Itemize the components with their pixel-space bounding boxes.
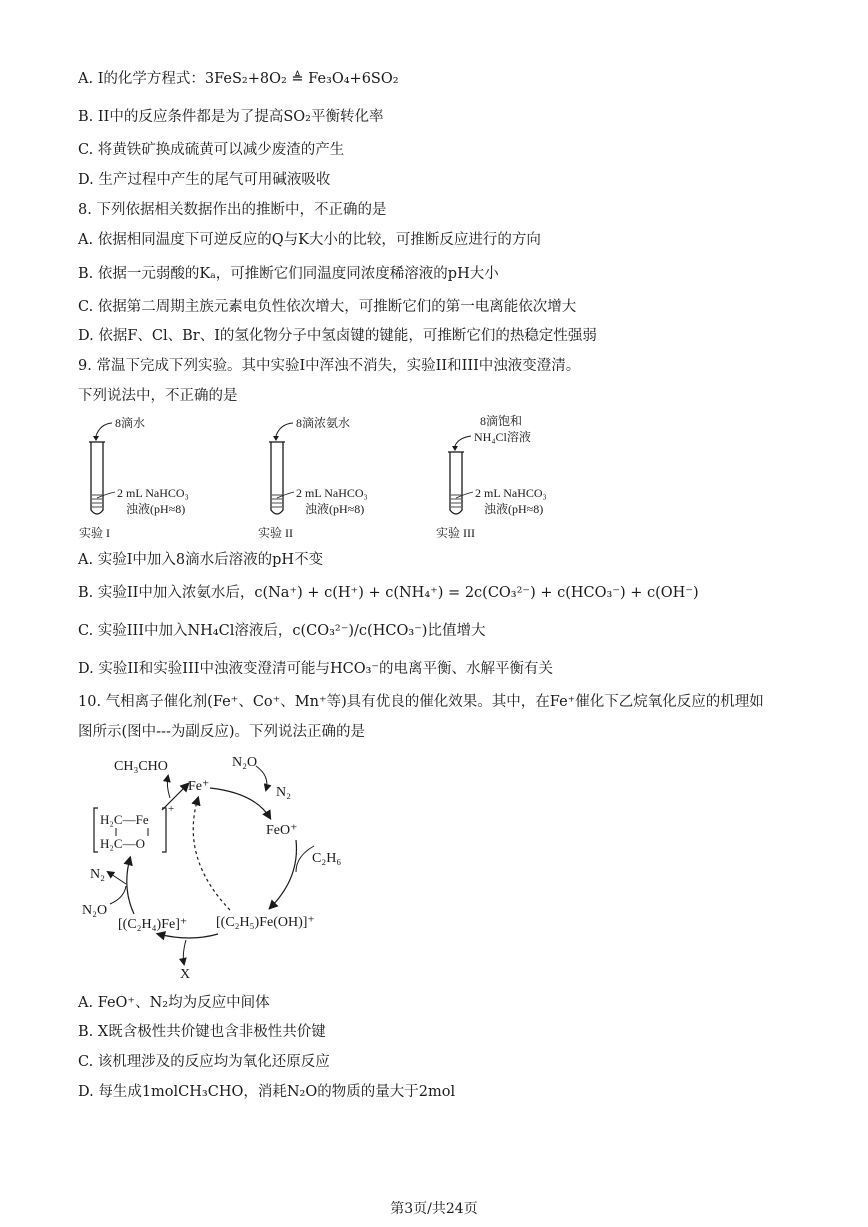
exp3-solution-2: 浊液(pH≈8) bbox=[484, 502, 544, 516]
c2h5feoh-label: [(C₂H₅)Fe(OH)]⁺ bbox=[216, 915, 315, 930]
q8-option-a: A. 依据相同温度下可逆反应的Q与K大小的比较，可推断反应进行的方向 bbox=[78, 232, 541, 248]
exp2-label: 实验 II bbox=[258, 526, 293, 540]
q9-option-b: B. 实验II中加入浓氨水后，c(Na⁺) + c(H⁺) + c(NH₄⁺) = 2c(CO₃²⁻) + c(HCO₃⁻) + c(OH⁻) bbox=[78, 585, 699, 601]
ring-h2c-fe: H₂C—Fe bbox=[100, 812, 149, 827]
q8-stem: 8. 下列依据相关数据作出的推断中，不正确的是 bbox=[78, 202, 387, 218]
experiment-3 bbox=[436, 413, 547, 540]
q10-stem-2: 图所示(图中---为副反应)。下列说法正确的是 bbox=[78, 724, 366, 740]
q9-option-d: D. 实验II和实验III中浊液变澄清可能与HCO₃⁻的电离平衡、水解平衡有关 bbox=[78, 661, 554, 677]
exp3-reagent-2: NH₄Cl溶液 bbox=[474, 430, 531, 444]
exp1-solution-2: 浊液(pH≈8) bbox=[126, 502, 186, 516]
c2h4fe-label: [(C₂H₄)Fe]⁺ bbox=[118, 917, 188, 932]
q9-option-c: C. 实验III中加入NH₄Cl溶液后，c(CO₃²⁻)/c(HCO₃⁻)比值增大 bbox=[78, 623, 486, 639]
feo-plus-label: FeO⁺ bbox=[266, 823, 298, 838]
q8-option-d: D. 依据F、Cl、Br、I的氢化物分子中氢卤键的键能，可推断它们的热稳定性强弱 bbox=[78, 328, 597, 344]
exp3-label: 实验 III bbox=[436, 526, 475, 540]
q10-option-d: D. 每生成1molCH₃CHO，消耗N₂O的物质的量大于2mol bbox=[78, 1084, 456, 1100]
q7-option-d: D. 生产过程中产生的尾气可用碱液吸收 bbox=[78, 172, 331, 188]
exp1-solution-1: 2 mL NaHCO₃ bbox=[117, 486, 189, 500]
ch3cho-label: CH₃CHO bbox=[114, 759, 168, 774]
experiment-1 bbox=[79, 415, 189, 540]
side-reaction-arrow bbox=[193, 798, 230, 910]
q9-stem-2: 下列说法中，不正确的是 bbox=[78, 388, 238, 404]
exp2-solution-2: 浊液(pH≈8) bbox=[305, 502, 365, 516]
exp2-solution-1: 2 mL NaHCO₃ bbox=[296, 486, 368, 500]
q7-option-c: C. 将黄铁矿换成硫黄可以减少废渣的产生 bbox=[78, 142, 345, 158]
q7-option-b: B. II中的反应条件都是为了提高SO₂平衡转化率 bbox=[78, 109, 384, 125]
q10-option-c: C. 该机理涉及的反应均为氧化还原反应 bbox=[78, 1054, 330, 1070]
n2-top-label: N₂ bbox=[276, 785, 291, 800]
q9-option-a: A. 实验I中加入8滴水后溶液的pH不变 bbox=[78, 552, 324, 568]
exp3-reagent: 8滴饱和 bbox=[480, 414, 523, 428]
test-tube-3 bbox=[450, 452, 462, 514]
n2-left-label: N₂ bbox=[90, 867, 105, 882]
exp1-label: 实验 I bbox=[79, 526, 110, 540]
q9-experiment-figure bbox=[0, 410, 868, 550]
exp1-reagent: 8滴水 bbox=[115, 416, 146, 430]
n2o-left-label: N₂O bbox=[82, 903, 108, 918]
q8-option-b: B. 依据一元弱酸的Kₐ，可推断它们同温度同浓度稀溶液的pH大小 bbox=[78, 266, 499, 282]
q10-option-b: B. X既含极性共价键也含非极性共价键 bbox=[78, 1024, 326, 1040]
exp2-reagent: 8滴浓氨水 bbox=[296, 416, 351, 430]
q7-option-a: A. I的化学方程式：3FeS₂+8O₂ ≜ Fe₃O₄+6SO₂ bbox=[78, 71, 399, 87]
ring-h2c-o: H₂C—O bbox=[100, 836, 145, 851]
fe-plus-label: Fe⁺ bbox=[188, 779, 210, 794]
q9-stem: 9. 常温下完成下列实验。其中实验I中浑浊不消失，实验II和III中浊液变澄清。 bbox=[78, 358, 581, 374]
page-footer: 第3页/共24页 bbox=[390, 1201, 478, 1217]
x-label: X bbox=[180, 967, 191, 982]
c2h6-label: C₂H₆ bbox=[312, 851, 342, 866]
exp3-solution-1: 2 mL NaHCO₃ bbox=[475, 486, 547, 500]
q10-option-a: A. FeO⁺、N₂均为反应中间体 bbox=[78, 995, 270, 1011]
n2o-top-label: N₂O bbox=[232, 755, 258, 770]
q10-stem: 10. 气相离子催化剂(Fe⁺、Co⁺、Mn⁺等)具有优良的催化效果。其中，在Fe⁺催化下乙烷氧化反应的机理如 bbox=[78, 694, 764, 710]
q10-mechanism-diagram bbox=[70, 748, 410, 988]
experiment-2 bbox=[258, 415, 368, 540]
ring-plus: + bbox=[168, 803, 175, 815]
q8-option-c: C. 依据第二周期主族元素电负性依次增大，可推断它们的第一电离能依次增大 bbox=[78, 299, 577, 315]
